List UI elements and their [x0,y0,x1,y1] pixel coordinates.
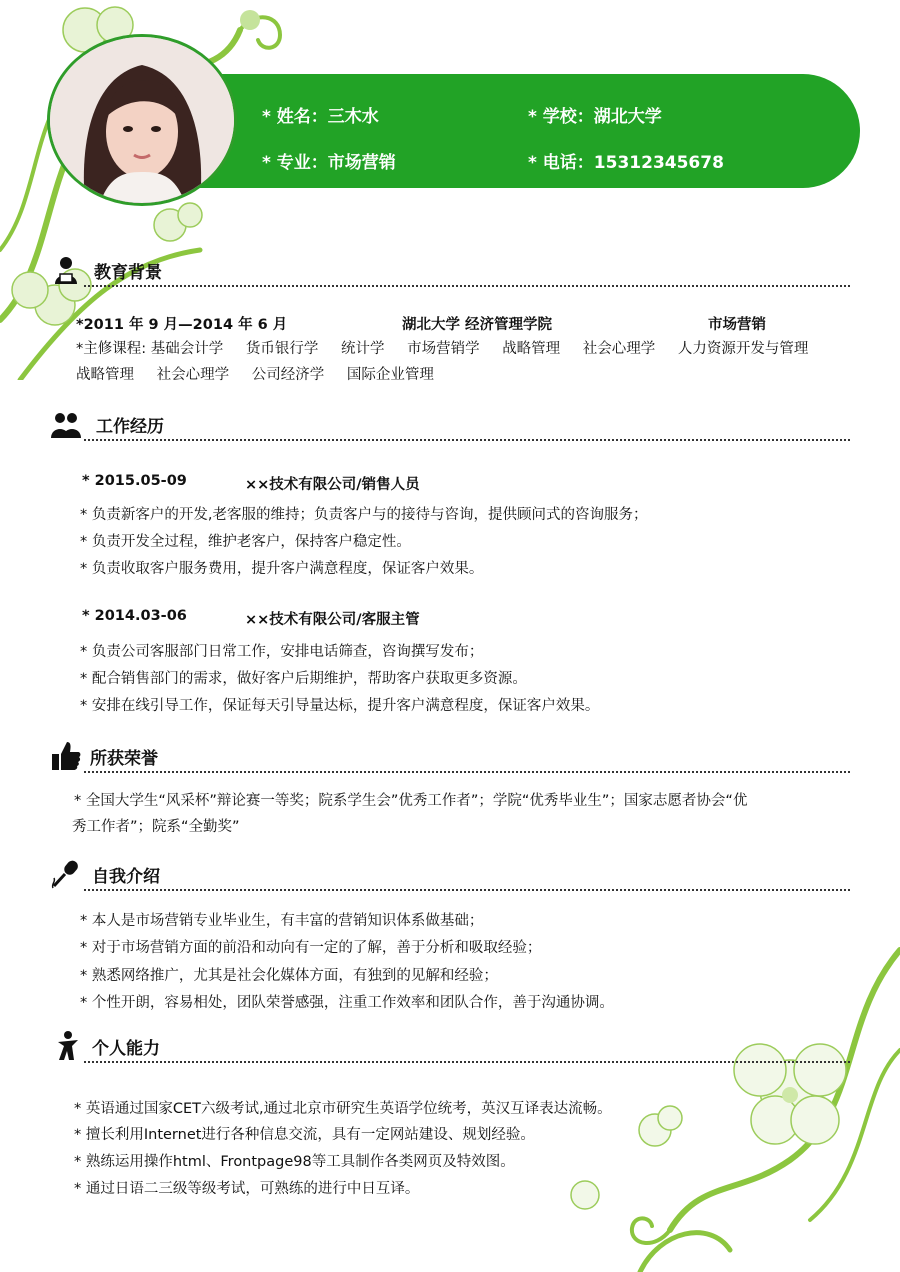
ability-item: * 熟练运用操作html、Frontpage98等工具制作各类网页及特效图。 [74,1154,515,1170]
course-item: 基础会计学 [150,341,224,357]
honors-text: * 全国大学生“风采杯”辩论赛一等奖；院系学生会”优秀工作者”；学院“优秀毕业生”；国家志愿者协会“优 [74,793,748,809]
course-item: 战略管理 [502,341,561,357]
header-banner [140,74,860,188]
ability-item: * 擅长利用Internet进行各种信息交流，具有一定网站建设、规划经验。 [74,1127,535,1143]
section-divider [84,439,850,441]
course-item: 货币银行学 [245,341,319,357]
courses-prefix: *主修课程: [76,341,147,357]
job-duty: * 安排在线引导工作，保证每天引导量达标，提升客户满意程度，保证客户效果。 [80,698,600,714]
ability-item: * 英语通过国家CET六级考试,通过北京市研究生英语学位统考，英汉互译表达流畅。 [74,1101,612,1117]
work-section-header [50,408,850,444]
course-item: 公司经济学 [251,367,325,383]
person-standing-icon [50,1030,82,1062]
work-title: 工作经历 [96,417,164,437]
course-item: 市场营销学 [407,341,480,357]
school-field: * 学校：湖北大学 [528,107,662,127]
job-period: * 2015.05-09 [82,473,187,489]
intro-item: * 对于市场营销方面的前沿和动向有一定的了解，善于分析和吸取经验； [80,940,542,956]
abilities-section-header [50,1030,850,1066]
honors-section-header [50,740,850,776]
honors-text: 秀工作者”；院系“全勤奖” [72,819,240,835]
person-icon [50,254,82,286]
job-duty: * 负责公司客服部门日常工作，安排电话筛查，咨询撰写发布； [80,644,484,660]
profile-photo [47,34,237,206]
abilities-title: 个人能力 [92,1039,160,1059]
course-item: 社会心理学 [582,341,656,357]
education-major: 市场营销 [708,317,766,333]
course-item: 国际企业管理 [346,367,434,383]
intro-title: 自我介绍 [92,867,160,887]
course-item: 人力资源开发与管理 [677,341,809,357]
education-section-header [50,254,850,290]
ability-item: * 通过日语二三级等级考试，可熟练的进行中日互译。 [74,1181,420,1197]
people-icon [50,408,82,440]
microphone-icon [50,858,82,890]
job-duty: * 配合销售部门的需求，做好客户后期维护，帮助客户获取更多资源。 [80,671,527,687]
job-period: * 2014.03-06 [82,608,187,624]
thumbs-up-icon [50,740,82,772]
section-divider [84,889,850,891]
education-courses [76,336,876,388]
section-divider [84,1061,850,1063]
job-duty: * 负责开发全过程，维护老客户，保持客户稳定性。 [80,534,411,550]
section-divider [84,285,850,287]
job-company: ××技术有限公司/客服主管 [245,612,420,628]
intro-section-header [50,858,850,894]
section-divider [84,771,850,773]
education-school: 湖北大学 经济管理学院 [402,317,553,333]
intro-item: * 本人是市场营销专业毕业生，有丰富的营销知识体系做基础； [80,913,484,929]
job-company: ××技术有限公司/销售人员 [245,477,420,493]
major-field: * 专业：市场营销 [262,153,396,173]
course-item: 统计学 [340,341,385,357]
honors-title: 所获荣誉 [90,749,158,769]
education-title: 教育背景 [94,263,162,283]
intro-item: * 熟悉网络推广，尤其是社会化媒体方面，有独到的见解和经验； [80,968,498,984]
phone-field: * 电话：15312345678 [528,153,724,173]
job-duty: * 负责收取客户服务费用，提升客户满意程度，保证客户效果。 [80,561,484,577]
job-duty: * 负责新客户的开发,老客服的维持；负责客户与的接待与咨询，提供顾问式的咨询服务； [80,507,648,523]
education-period: *2011 年 9 月—2014 年 6 月 [76,317,288,333]
course-item: 战略管理 [76,367,134,383]
name-field: * 姓名：三木水 [262,107,379,127]
course-item: 社会心理学 [156,367,230,383]
intro-item: * 个性开朗，容易相处，团队荣誉感强，注重工作效率和团队合作，善于沟通协调。 [80,995,614,1011]
